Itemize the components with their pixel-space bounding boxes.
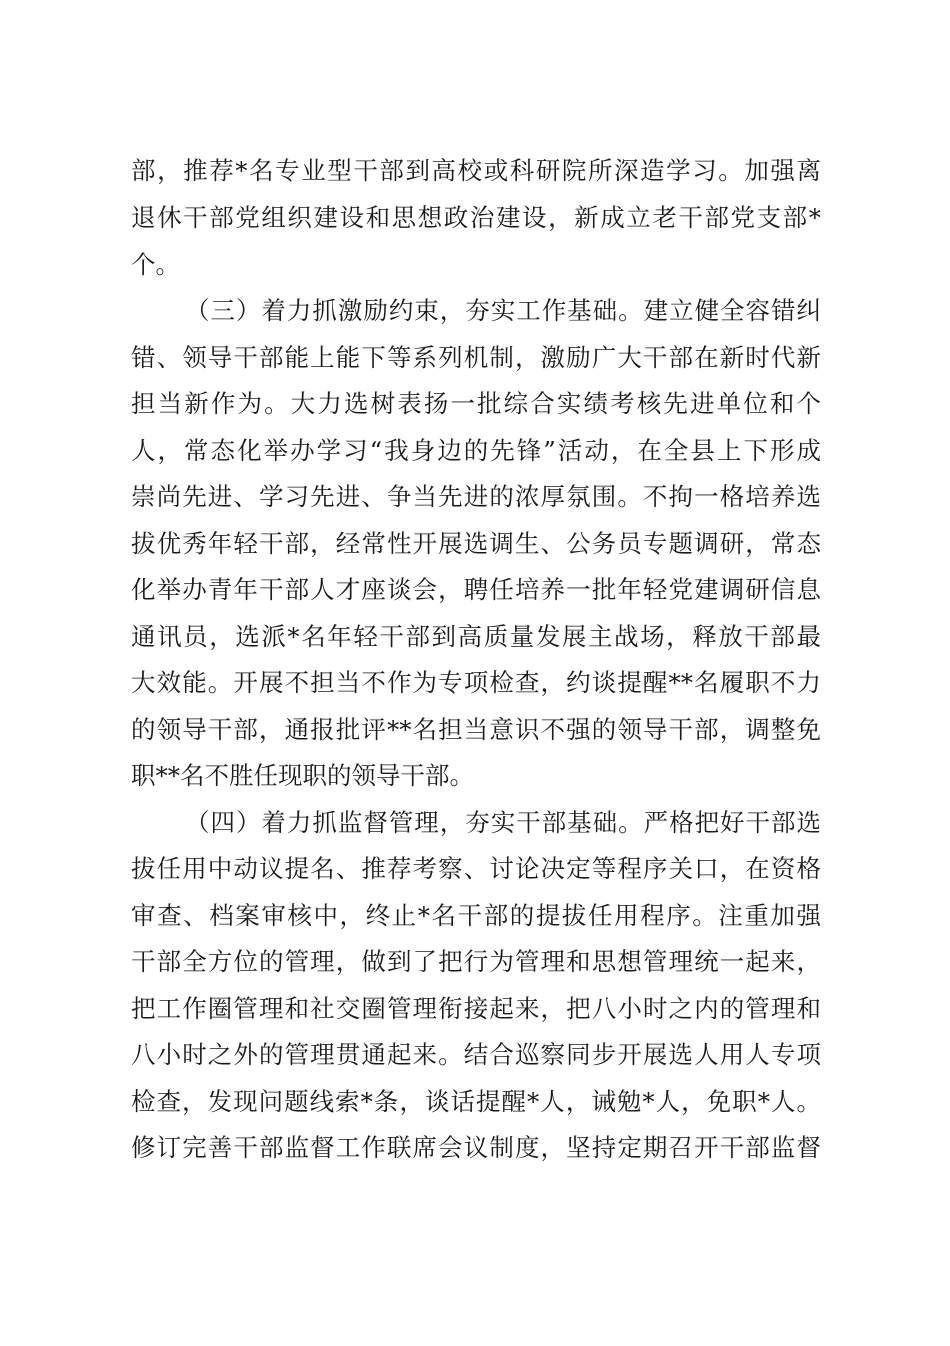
paragraph-2-line-5: 崇尚先进、学习先进、争当先进的浓厚氛围。不拘一格培养选 [131,482,821,511]
paragraph-3-line-3: 审查、档案审核中，终止*名干部的提拔任用程序。注重加强 [131,901,821,930]
paragraph-3-line-4: 干部全方位的管理，做到了把行为管理和思想管理统一起来， [131,947,821,976]
paragraph-2-line-6: 拔优秀年轻干部，经常性开展选调生、公务员专题调研，常态 [131,529,821,558]
paragraph-3-line-6: 八小时之外的管理贯通起来。结合巡察同步开展选人用人专项 [131,1040,821,1069]
paragraph-3-line-7: 检查，发现问题线索*条，谈话提醒*人，诫勉*人，免职*人。 [131,1087,821,1116]
paragraph-2-line-9: 大效能。开展不担当不作为专项检查，约谈提醒**名履职不力 [131,668,821,697]
paragraph-3-line-8: 修订完善干部监督工作联席会议制度，坚持定期召开干部监督 [131,1133,821,1162]
paragraph-1-line-2: 退休干部党组织建设和思想政治建设，新成立老干部党支部* [131,203,821,232]
paragraph-3-line-5: 把工作圈管理和社交圈管理衔接起来，把八小时之内的管理和 [131,994,821,1023]
paragraph-2-heading-line: （三）着力抓激励约束，夯实工作基础。建立健全容错纠 [185,296,821,325]
paragraph-1-line-3: 个。 [131,250,180,279]
paragraph-2-line-7: 化举办青年干部人才座谈会，聘任培养一批年轻党建调研信息 [131,575,821,604]
paragraph-3-line-2: 拔任用中动议提名、推荐考察、讨论决定等程序关口，在资格 [131,854,821,883]
paragraph-2-line-2: 错、领导干部能上能下等系列机制，激励广大干部在新时代新 [131,343,821,372]
paragraph-2-line-3: 担当新作为。大力选树表扬一批综合实绩考核先进单位和个 [131,389,821,418]
paragraph-2-line-4: 人，常态化举办学习“我身边的先锋”活动，在全县上下形成 [131,436,821,465]
paragraph-2-line-11: 职**名不胜任现职的领导干部。 [131,761,474,790]
paragraph-2-line-8: 通讯员，选派*名年轻干部到高质量发展主战场，释放干部最 [131,622,821,651]
paragraph-1-line-1: 部，推荐*名专业型干部到高校或科研院所深造学习。加强离 [131,156,821,185]
paragraph-3-heading-line: （四）着力抓监督管理，夯实干部基础。严格把好干部选 [185,808,821,837]
paragraph-2-line-10: 的领导干部，通报批评**名担当意识不强的领导干部，调整免 [131,715,821,744]
